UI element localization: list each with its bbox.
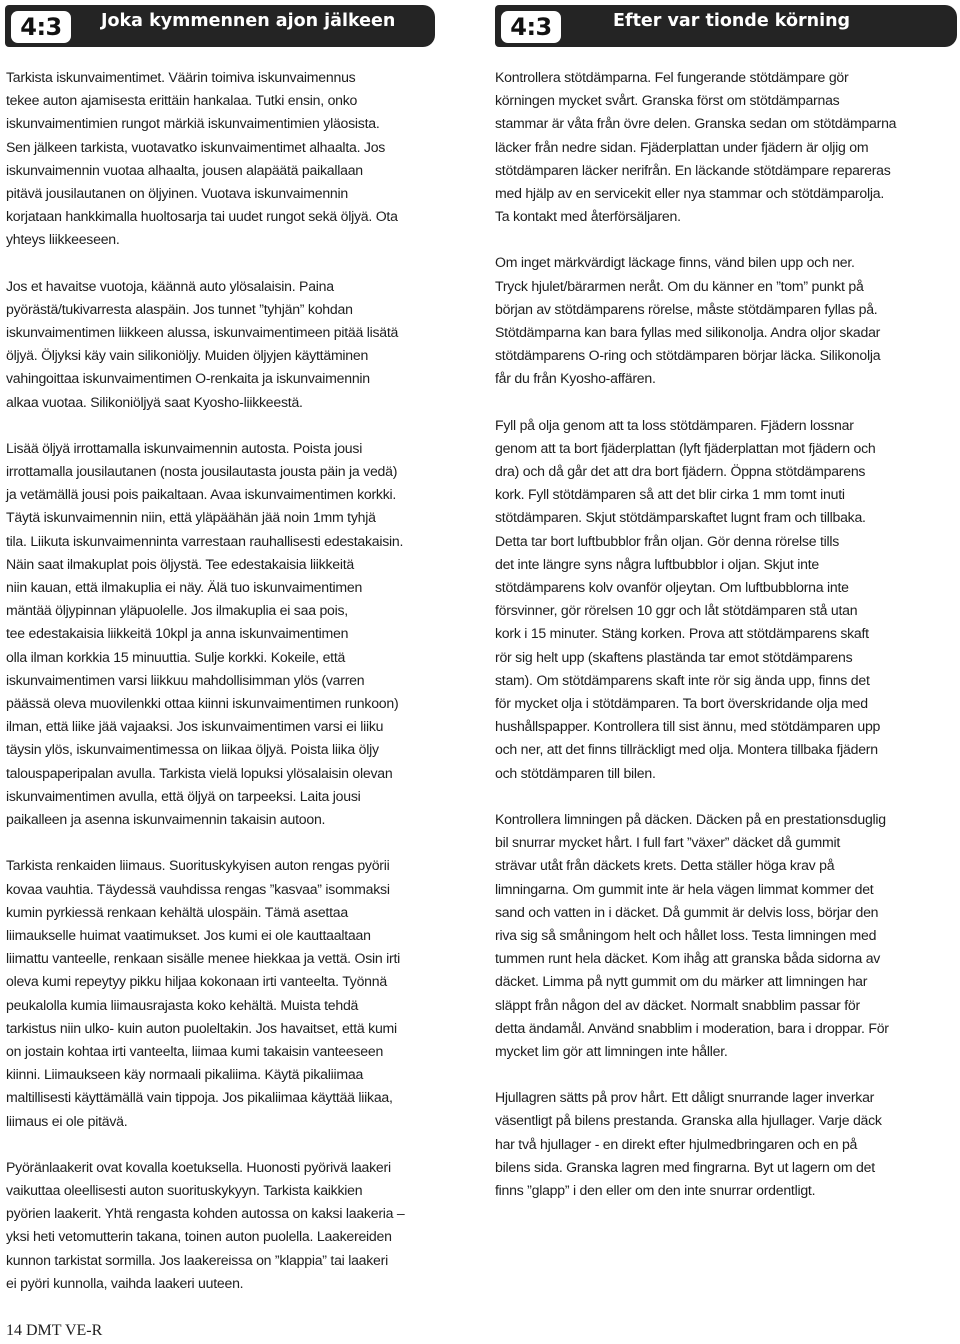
finnish-section-title: Joka kymmennen ajon jälkeen <box>101 11 396 31</box>
swedish-text-column <box>495 66 960 1225</box>
paragraph-wheel-bearings: Hjullagren sätts på prov hårt. Ett dåligt snurrande lager inverkar väsentligt på bilens prestanda. Granska alla hjullager. Varje däck har två hjullager - en direkt efter hjulmedbringaren och en på bilens sida. Granska lagren med fingrarna. Byt ut lagern om det finns ”glapp” i den eller om den inte snurrar ordentligt. <box>495 1089 882 1198</box>
paragraph-tire-gluing: Tarkista renkaiden liimaus. Suorituskykyisen auton rengas pyörii kovaa vauhtia. Täydessä vauhdissa rengas ”kasvaa” isommaksi kumin pyrkiessä renkaan kehältä ulospäin. Tämä asettaa liimaukselle huimat vaatimukset. Jos kumi ei ole kauttaaltaan liimattu vanteelle, renkaan sisälle menee hiekkaa ja vettä. Osin irti oleva kumi repeytyy pikku hiljaa kokonaan irti vanteelta. Työnnä peukalolla kumia liimausrajasta koko kehältä. Muista tehdä tarkistus niin ulko- kuin auton puoleltakin. Jos havaitset, että kumi on jostain kohtaa irti vanteelta, liimaa kumi takaisin vanteeseen kiinni. Liimaukseen käy normaali pikaliima. Käytä pikaliimaa maltillisesti käyttämällä vain tippoja. Jos pikaliimaa käyttää liikaa, liimaus ei ole pitävä. <box>6 857 401 1129</box>
swedish-section-header <box>495 5 957 47</box>
section-number-badge: 4:3 <box>501 11 561 43</box>
paragraph-shock-upside-down: Om inget märkvärdigt läckage finns, vänd bilen upp och ner. Tryck hjulet/bärarmen neråt. Om du känner en ”tom” punkt på början av stötdämparens rörelse, måste stötdämparen fyllas på. Stötdämparna kan bara fyllas med silikonolja. Andra oljor skadar stötdämparens O-ring och stötdämparen börjar läcka. Silikonolja får du från Kyosho-affären. <box>495 254 881 387</box>
finnish-section-header <box>5 5 435 47</box>
finnish-text-column <box>6 66 472 1318</box>
paragraph-shock-refill: Lisää öljyä irrottamalla iskunvaimennin autosta. Poista jousi irrottamalla jousilautanen (nosta jousilautasta jousta päin ja vedä) ja vetämällä jousi pois paikaltaan. Avaa iskunvaimentimen korkki. Täytä iskunvaimennin niin, että yläpäähän jää noin 1mm tyhjä tila. Liikuta iskunvaimenninta varrestaan rauhallisesti edestakaisin. Näin saat ilmakuplat pois öljystä. Tee edestakaisia liikkeitä niin kauan, että ilmakuplia ei näy. Älä tuo iskunvaimentimen mäntää öljypinnan yläpuolelle. Jos ilmakuplia ei saa pois, tee edestakaisia liikkeitä 10kpl ja anna iskunvaimentimen olla ilman korkkia 15 minuuttia. Sulje korkki. Kokeile, että iskunvaimentimen varsi liikkuu mahdollisimman ylös (varren päässä oleva muovilenkki ottaa kiinni iskunvaimentimen runkoon) ilman, että liike jää vajaaksi. Jos iskunvaimentimen varsi ei liiku täysin ylös, iskunvaimentimessa on liikaa öljyä. Poista liika öljy talouspaperipalan avulla. Tarkista vielä lopuksi ylösalaisin olevan iskunvaimentimen avulla, että öljyä on tarpeeksi. Laita jousi paikalleen ja asenna iskunvaimennin takaisin autoon. <box>6 439 404 828</box>
paragraph-wheel-bearings: Pyöränlaakerit ovat kovalla koetuksella. Huonosti pyörivä laakeri vaikuttaa oleellisesti auton suorituskykyyn. Tarkista kaikkien pyörien laakerit. Yhtä rengasta kohden autossa on kaksi laakeria – yksi heti vetomutterin takana, toinen auton puolella. Laakereiden kunnon tarkistat sormilla. Jos laakereissa on ”klappia” tai laakeri ei pyöri kunnolla, vaihda laakeri uuteen. <box>6 1158 405 1291</box>
page-footer: 14 DMT VE-R <box>6 1322 103 1339</box>
paragraph-shock-refill: Fyll på olja genom att ta loss stötdämparen. Fjädern lossnar genom att ta bort fjäderplattan (lyft fjäderplattan mot fjädern och dra) och då går det att dra bort fjädern. Öppna stötdämparens kork. Fyll stötdämparen så att det blir cirka 1 mm tomt inuti stötdämparen. Skjut stötdämparskaftet lugnt fram och tillbaka. Detta tar bort luftbubblor från oljan. Gör denna rörelse tills det inte längre syns några luftbubblor i oljan. Skjut inte stötdämparens kolv ovanför oljeytan. Om luftbubblorna inte försvinner, gör rörelsen 10 ggr och låt stötdämparen stå utan kork i 15 minuter. Stäng korken. Prova att stötdämparens skaft rör sig helt upp (skaftens plastända tar emot stötdämparens stam). Om stötdämparens skaft inte rör sig ända upp, finns det för mycket olja i stötdämparen. Ta bort överskridande olja med hushållspapper. Kontrollera till sist ännu, med stötdämparen upp och ner, att det finns tillräckligt med olja. Montera tillbaka fjädern och stötdämparen till bilen. <box>495 416 881 781</box>
section-number-badge: 4:3 <box>11 11 71 43</box>
swedish-section-title: Efter var tionde körning <box>613 11 851 31</box>
paragraph-tire-gluing: Kontrollera limningen på däcken. Däcken på en prestationsduglig bil snurrar mycket hårt. I full fart ”växer” däcket då gummit strävar utåt från däckets krets. Detta ställer höga krav på limningarna. Om gummit inte är hela vägen limmat kommer det sand och vatten in i däcket. Då gummit är delvis loss, börjar den riva sig så småningom helt och hållet loss. Testa limningen med tummen runt hela däcket. Kom ihåg att granska båda sidorna av däcket. Limma på nytt gummit om du märker att limningen har släppt från någon del av däcket. Normalt snabblim passar för detta ändamål. Använd snabblim i moderation, bara i droppar. För mycket lim gör att limningen inte håller. <box>495 810 889 1059</box>
paragraph-shock-upside-down: Jos et havaitse vuotoja, käännä auto ylösalaisin. Paina pyörästä/tukivarresta alaspäin. Jos tunnet ”tyhjän” kohdan iskunvaimentimen liikkeen alussa, iskunvaimentimeen pitää lisätä öljyä. Öljyksi käy vain silikoniöljy. Muiden öljyjen käyttäminen vahingoittaa iskunvaimentimen O-renkaita ja iskunvaimennin alkaa vuotaa. Silikoniöljyä saat Kyosho-liikkeestä. <box>6 277 399 410</box>
paragraph-shock-check: Kontrollera stötdämparna. Fel fungerande stötdämpare gör körningen mycket svårt. Granska först om stötdämparnas stammar är våta från övre delen. Granska sedan om stötdämparna läcker från nedre sidan. Fjäderplattan under fjädern är oljig om stötdämparen läcker nerifrån. En läckande stötdämpare repareras med hjälp av en servicekit eller nya stammar och stötdämparolja. Ta kontakt med återförsäljaren. <box>495 69 897 225</box>
paragraph-shock-check: Tarkista iskunvaimentimet. Väärin toimiva iskunvaimennus tekee auton ajamisesta erittäin hankalaa. Tutki ensin, onko iskunvaimentimien rungot märkiä iskunvaimentimien yläosista. Sen jälkeen tarkista, vuotavatko iskunvaimentimet alhaalta. Jos iskunvaimennin vuotaa alhaalta, jousen alapäätä paikallaan pitävä jousilautanen on öljyinen. Vuotava iskunvaimennin korjataan hankkimalla huoltosarja tai uudet rungot sekä öljyä. Ota yhteys liikkeeseen. <box>6 69 398 248</box>
